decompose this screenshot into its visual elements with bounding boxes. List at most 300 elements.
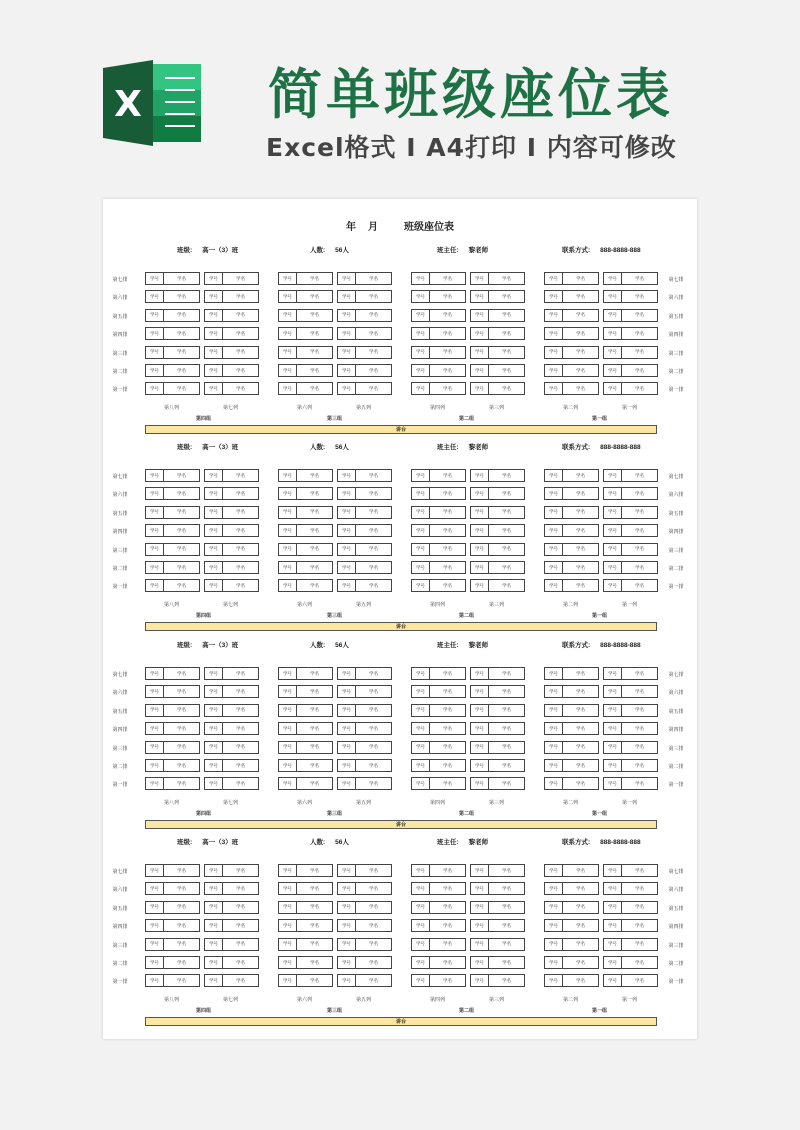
seat-name: 学名 [236,275,245,281]
seat-cell[interactable] [411,506,466,519]
seat-name: 学名 [576,904,585,910]
seat-cell[interactable] [337,685,392,698]
seat-cell[interactable] [337,290,392,303]
seat-cell[interactable] [603,741,658,754]
seat-cell[interactable] [603,759,658,772]
seat-cell[interactable] [411,561,466,574]
seat-id: 学号 [338,328,356,339]
seat-cell[interactable] [278,524,333,537]
seat-id: 学号 [604,705,622,716]
seat-cell[interactable] [470,741,525,754]
seat-cell[interactable] [411,974,466,987]
column-label: 第三列 [489,601,505,608]
seat-cell[interactable] [204,524,259,537]
seat-cell[interactable] [337,741,392,754]
seat-name: 学名 [177,867,186,873]
seat-cell[interactable] [337,543,392,556]
column-label: 第二列 [563,799,579,806]
seat-cell[interactable] [470,919,525,932]
seat-cell[interactable] [470,864,525,877]
group-label: 第一组 [592,612,608,619]
seat-cell[interactable] [603,974,658,987]
seat-cell[interactable] [204,346,259,359]
seat-cell[interactable] [544,741,599,754]
seat-cell[interactable] [411,469,466,482]
seat-cell[interactable] [603,346,658,359]
seat-cell[interactable] [278,777,333,790]
seat-cell[interactable] [603,382,658,395]
seat-cell[interactable] [145,506,200,519]
seat-cell[interactable] [411,722,466,735]
seat-cell[interactable] [204,469,259,482]
seat-cell[interactable] [544,346,599,359]
seat-cell[interactable] [337,487,392,500]
seat-cell[interactable] [470,722,525,735]
seat-cell[interactable] [544,901,599,914]
seat-cell[interactable] [544,469,599,482]
seat-name: 学名 [443,527,452,533]
seat-cell[interactable] [544,864,599,877]
seat-cell[interactable] [470,956,525,969]
seat-cell[interactable] [278,938,333,951]
seat-name: 学名 [369,582,378,588]
seat-cell[interactable] [145,777,200,790]
seat-name: 学名 [502,941,511,947]
seat-cell[interactable] [145,919,200,932]
row-label: 第二排 [668,961,684,967]
seat-cell[interactable] [411,309,466,322]
seat-cell[interactable] [470,974,525,987]
seat-cell[interactable] [145,722,200,735]
seat-cell[interactable] [603,901,658,914]
column-label: 第五列 [356,601,372,608]
seat-cell[interactable] [278,741,333,754]
seat-cell[interactable] [544,524,599,537]
seat-cell[interactable] [411,938,466,951]
seat-cell[interactable] [337,864,392,877]
podium-bar: 讲台 [145,622,657,631]
seat-cell[interactable] [603,938,658,951]
info-teacher [437,442,488,451]
seat-cell[interactable] [603,956,658,969]
seat-cell[interactable] [544,487,599,500]
seat-cell[interactable] [411,487,466,500]
seat-id: 学号 [604,383,622,394]
seat-cell[interactable] [204,290,259,303]
seat-cell[interactable] [544,561,599,574]
seat-cell[interactable] [470,901,525,914]
seat-cell[interactable] [337,561,392,574]
seat-cell[interactable] [603,506,658,519]
seat-name: 学名 [576,744,585,750]
seat-cell[interactable] [544,506,599,519]
seat-cell[interactable] [544,364,599,377]
seat-cell[interactable] [204,956,259,969]
seat-cell[interactable] [204,974,259,987]
seat-cell[interactable] [337,346,392,359]
seat-id: 学号 [471,957,489,968]
seat-cell[interactable] [544,327,599,340]
seat-cell[interactable] [603,309,658,322]
seat-cell[interactable] [145,382,200,395]
seat-cell[interactable] [470,469,525,482]
seat-cell[interactable] [337,919,392,932]
seat-cell[interactable] [470,364,525,377]
seat-name: 学名 [310,744,319,750]
seat-cell[interactable] [278,919,333,932]
seat-id: 学号 [545,365,563,376]
seat-cell[interactable] [544,938,599,951]
seat-cell[interactable] [470,272,525,285]
seat-cell[interactable] [470,579,525,592]
seat-name: 学名 [443,904,452,910]
seat-name: 学名 [369,867,378,873]
seat-cell[interactable] [603,919,658,932]
seat-name: 学名 [443,977,452,983]
seat-cell[interactable] [603,364,658,377]
seat-cell[interactable] [411,685,466,698]
seat-cell[interactable] [470,382,525,395]
seat-name: 学名 [635,293,644,299]
seat-cell[interactable] [411,864,466,877]
seat-id: 学号 [412,328,430,339]
seat-cell[interactable] [278,722,333,735]
seat-name: 学名 [635,349,644,355]
seat-id: 学号 [279,273,297,284]
seat-id: 学号 [205,957,223,968]
seat-cell[interactable] [145,346,200,359]
seat-cell[interactable] [337,777,392,790]
seat-cell[interactable] [278,364,333,377]
seat-cell[interactable] [337,882,392,895]
seat-cell[interactable] [544,722,599,735]
seat-cell[interactable] [145,938,200,951]
seat-cell[interactable] [145,364,200,377]
seat-cell[interactable] [204,382,259,395]
seat-name: 学名 [177,582,186,588]
seat-cell[interactable] [603,543,658,556]
seat-cell[interactable] [411,667,466,680]
seat-cell[interactable] [204,882,259,895]
seat-cell[interactable] [337,364,392,377]
seat-cell[interactable] [411,364,466,377]
seat-cell[interactable] [544,579,599,592]
seat-cell[interactable] [470,685,525,698]
seat-cell[interactable] [544,919,599,932]
seat-name: 学名 [369,977,378,983]
seat-cell[interactable] [544,309,599,322]
seat-name: 学名 [310,904,319,910]
seat-cell[interactable] [145,704,200,717]
seat-cell[interactable] [204,901,259,914]
seat-cell[interactable] [278,704,333,717]
seat-cell[interactable] [278,882,333,895]
seat-cell[interactable] [603,667,658,680]
seat-cell[interactable] [145,524,200,537]
seat-cell[interactable] [603,469,658,482]
seat-id: 学号 [205,975,223,986]
seat-cell[interactable] [204,759,259,772]
seat-name: 学名 [635,527,644,533]
seat-cell[interactable] [145,901,200,914]
seat-cell[interactable] [411,882,466,895]
seat-id: 学号 [338,291,356,302]
seat-cell[interactable] [145,956,200,969]
group-label: 第三组 [327,415,343,422]
row-label: 第七排 [112,869,128,875]
seat-id: 学号 [146,310,164,321]
seat-id: 学号 [545,778,563,789]
seat-id: 学号 [338,347,356,358]
seat-id: 学号 [338,686,356,697]
seat-cell[interactable] [411,759,466,772]
seat-id: 学号 [205,883,223,894]
seat-cell[interactable] [470,290,525,303]
seat-cell[interactable] [470,327,525,340]
seat-name: 学名 [502,293,511,299]
seat-cell[interactable] [204,272,259,285]
seat-cell[interactable] [544,704,599,717]
seat-cell[interactable] [603,327,658,340]
seat-cell[interactable] [603,722,658,735]
seat-cell[interactable] [603,704,658,717]
seat-cell[interactable] [204,741,259,754]
group-label: 第四组 [196,1007,212,1014]
seat-cell[interactable] [337,524,392,537]
page-subtitle: Excel格式 I A4打印 I 内容可修改 [266,133,677,162]
seat-name: 学名 [236,762,245,768]
seat-cell[interactable] [411,777,466,790]
seat-cell[interactable] [204,864,259,877]
seat-cell[interactable] [544,290,599,303]
seat-cell[interactable] [411,741,466,754]
seat-cell[interactable] [544,667,599,680]
seat-cell[interactable] [145,741,200,754]
seat-cell[interactable] [145,327,200,340]
seat-cell[interactable] [544,382,599,395]
seat-cell[interactable] [411,290,466,303]
seat-name: 学名 [177,564,186,570]
seat-cell[interactable] [204,777,259,790]
seat-cell[interactable] [470,487,525,500]
seat-cell[interactable] [544,956,599,969]
seat-cell[interactable] [544,974,599,987]
seat-name: 学名 [236,385,245,391]
seat-cell[interactable] [603,864,658,877]
seat-cell[interactable] [204,543,259,556]
seat-cell[interactable] [145,882,200,895]
seat-cell[interactable] [278,469,333,482]
seat-cell[interactable] [337,382,392,395]
seat-cell[interactable] [544,685,599,698]
seat-cell[interactable] [603,882,658,895]
seat-cell[interactable] [470,777,525,790]
seat-cell[interactable] [145,487,200,500]
seat-cell[interactable] [145,667,200,680]
seat-cell[interactable] [470,561,525,574]
seat-cell[interactable] [411,327,466,340]
seat-name: 学名 [635,762,644,768]
seat-cell[interactable] [278,487,333,500]
seat-cell[interactable] [603,272,658,285]
seat-cell[interactable] [278,327,333,340]
seat-name: 学名 [443,490,452,496]
seat-cell[interactable] [278,956,333,969]
seat-cell[interactable] [411,704,466,717]
seat-cell[interactable] [603,579,658,592]
seat-name: 学名 [443,349,452,355]
seat-cell[interactable] [337,272,392,285]
seat-cell[interactable] [278,685,333,698]
info-contact [562,442,641,451]
seat-cell[interactable] [337,704,392,717]
seat-name: 学名 [236,349,245,355]
seat-cell[interactable] [337,506,392,519]
seat-cell[interactable] [145,290,200,303]
seat-cell[interactable] [278,272,333,285]
seat-cell[interactable] [337,974,392,987]
seat-id: 学号 [146,902,164,913]
seat-name: 学名 [177,490,186,496]
group-label: 第一组 [592,415,608,422]
seat-name: 学名 [502,582,511,588]
seat-cell[interactable] [544,777,599,790]
seat-cell[interactable] [470,704,525,717]
seat-cell[interactable] [204,309,259,322]
seat-cell[interactable] [470,882,525,895]
seat-cell[interactable] [278,864,333,877]
column-label: 第四列 [430,799,446,806]
seat-cell[interactable] [470,543,525,556]
seat-cell[interactable] [411,524,466,537]
seat-cell[interactable] [204,364,259,377]
seat-cell[interactable] [470,667,525,680]
seat-cell[interactable] [544,759,599,772]
row-label: 第一排 [668,387,684,394]
seat-cell[interactable] [470,524,525,537]
seat-cell[interactable] [337,901,392,914]
seat-id: 学号 [604,975,622,986]
seat-cell[interactable] [603,777,658,790]
seat-cell[interactable] [204,667,259,680]
seat-id: 学号 [338,760,356,771]
seat-cell[interactable] [411,272,466,285]
seat-cell[interactable] [603,561,658,574]
seat-cell[interactable] [278,579,333,592]
seat-cell[interactable] [278,309,333,322]
seat-cell[interactable] [278,506,333,519]
seat-cell[interactable] [278,667,333,680]
seat-cell[interactable] [337,327,392,340]
seat-cell[interactable] [204,506,259,519]
seat-cell[interactable] [145,543,200,556]
seat-cell[interactable] [544,272,599,285]
column-label: 第三列 [489,799,505,806]
seat-cell[interactable] [603,524,658,537]
seat-cell[interactable] [204,938,259,951]
seat-cell[interactable] [411,579,466,592]
seat-cell[interactable] [337,938,392,951]
seat-cell[interactable] [278,759,333,772]
seat-cell[interactable] [411,382,466,395]
seat-cell[interactable] [337,579,392,592]
seat-id: 学号 [412,273,430,284]
seat-cell[interactable] [470,506,525,519]
seat-cell[interactable] [603,685,658,698]
info-label: 班主任: [437,444,459,451]
seat-cell[interactable] [470,759,525,772]
seat-cell[interactable] [337,722,392,735]
seat-cell[interactable] [145,272,200,285]
seat-cell[interactable] [603,290,658,303]
seat-cell[interactable] [470,346,525,359]
column-label: 第七列 [223,601,239,608]
seat-name: 学名 [310,670,319,676]
seat-cell[interactable] [145,759,200,772]
seat-cell[interactable] [278,561,333,574]
seat-cell[interactable] [411,346,466,359]
seat-id: 学号 [471,668,489,679]
seat-id: 学号 [412,668,430,679]
seat-cell[interactable] [278,974,333,987]
seat-cell[interactable] [204,487,259,500]
row-label: 第六排 [668,690,684,697]
seat-name: 学名 [177,509,186,515]
seat-cell[interactable] [337,759,392,772]
seat-cell[interactable] [411,919,466,932]
seat-name: 学名 [236,367,245,373]
seat-cell[interactable] [145,864,200,877]
seat-cell[interactable] [278,290,333,303]
seat-cell[interactable] [337,309,392,322]
seat-cell[interactable] [278,382,333,395]
seat-cell[interactable] [204,685,259,698]
seat-cell[interactable] [411,956,466,969]
seat-id: 学号 [604,525,622,536]
seat-cell[interactable] [204,704,259,717]
seat-cell[interactable] [145,309,200,322]
info-label: 联系方式: [562,839,591,846]
seat-cell[interactable] [278,901,333,914]
seat-cell[interactable] [145,974,200,987]
seat-cell[interactable] [603,487,658,500]
seat-cell[interactable] [204,579,259,592]
seat-cell[interactable] [411,543,466,556]
seat-cell[interactable] [470,938,525,951]
seat-cell[interactable] [278,346,333,359]
seat-cell[interactable] [145,561,200,574]
seat-cell[interactable] [470,309,525,322]
seat-cell[interactable] [337,667,392,680]
seat-name: 学名 [369,725,378,731]
seat-cell[interactable] [204,919,259,932]
seat-cell[interactable] [411,901,466,914]
seat-id: 学号 [471,939,489,950]
seat-cell[interactable] [544,882,599,895]
seat-cell[interactable] [278,543,333,556]
seat-cell[interactable] [337,469,392,482]
seat-cell[interactable] [204,327,259,340]
seat-cell[interactable] [337,956,392,969]
seat-name: 学名 [177,312,186,318]
seat-cell[interactable] [145,685,200,698]
seat-cell[interactable] [145,469,200,482]
seat-cell[interactable] [544,543,599,556]
seat-id: 学号 [604,902,622,913]
seat-cell[interactable] [204,722,259,735]
seat-cell[interactable] [204,561,259,574]
seat-cell[interactable] [145,579,200,592]
